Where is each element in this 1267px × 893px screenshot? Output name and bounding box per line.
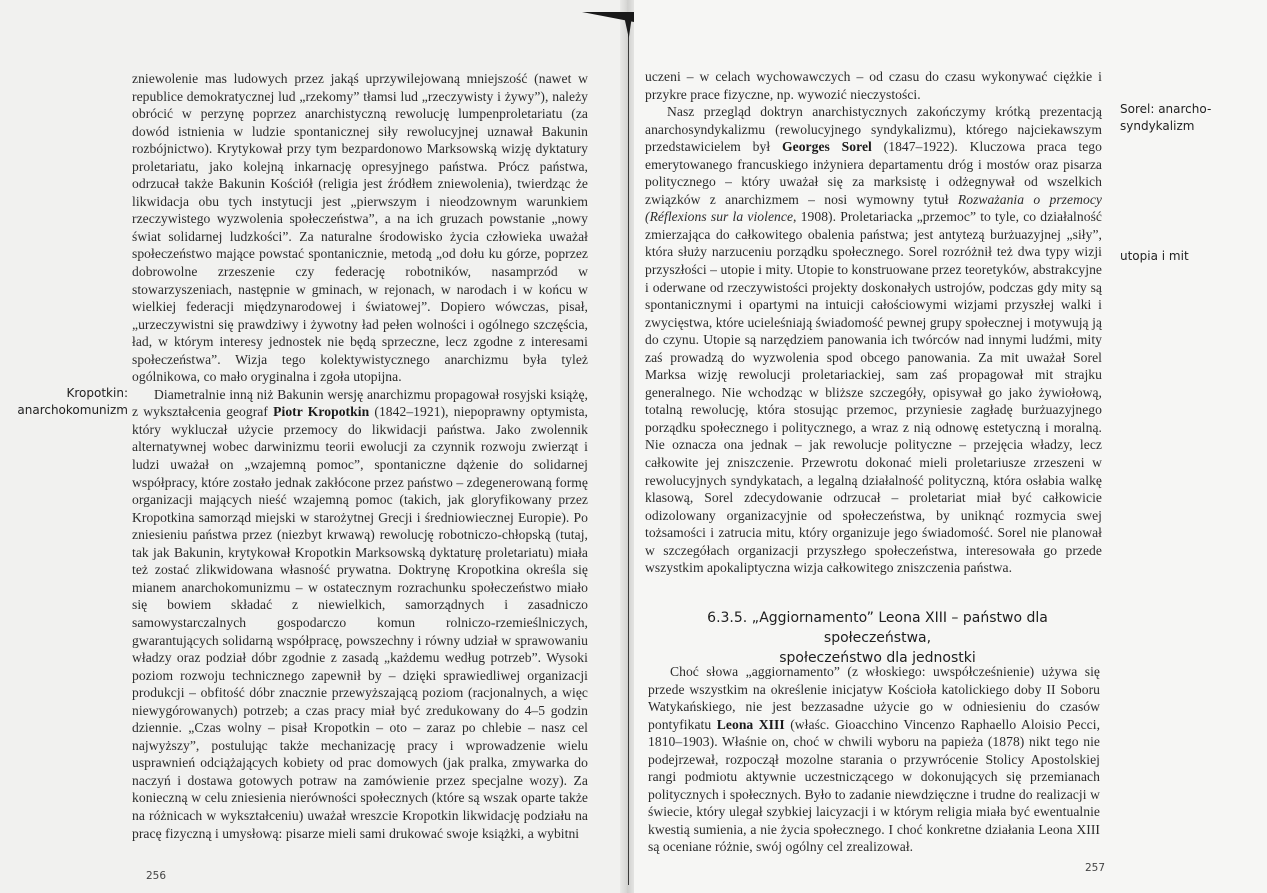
- margin-note-line: Sorel: anarcho-: [1120, 102, 1212, 116]
- text-run: (właśc. Gioacchino Vincenzo Raphaello Aloisio Pecci, 1810–1903). Właśnie on, choć w chwili wyboru na papieża (1878) nikt tego nie podejrzewał, rozpoczął mozolne starania o przywrócenie Stolicy Apostolskiej rangi podmiotu aktywnie uczestniczącego w dokonujących się przemianach politycznych i społecznych. Było to zadanie niewdzięczne i trudne do realizacji w świecie, który ulegał szybkiej laicyzacji i w którym religia miała być ewentualnie kwestią sumienia, a nie życia społecznego. I choć konkretne działania Leona XIII są oceniane różnie, swój ogólny cel zrealizował.: [648, 716, 1101, 855]
- paragraph: [645, 103, 1102, 577]
- margin-note-line: syndykalizm: [1120, 119, 1195, 133]
- page-number: 257: [1085, 862, 1106, 874]
- text-run: Nasz przegląd doktryn anarchistycznych zakończymy krótką prezentacją anarchosyndykalizmu (rewolucyjnego syndykalizmu), którego najciekawszym przedstawicielem był: [645, 104, 1102, 155]
- left-page-body: [132, 70, 588, 842]
- text-run: Diametralnie inną niż Bakunin wersję anarchizmu propagował rosyjski książę, z wykształcenia geograf: [132, 386, 588, 420]
- left-page: [0, 0, 632, 893]
- section-heading-line: 6.3.5. „Aggiornamento” Leona XIII – państwo dla społeczeństwa,: [707, 610, 1048, 646]
- bold-run: Georges Sorel: [781, 139, 872, 155]
- right-page-body: [645, 68, 1102, 577]
- paragraph: [132, 386, 588, 842]
- margin-note-line: utopia i mit: [1120, 249, 1189, 263]
- section-heading: [660, 608, 1095, 668]
- page-number: 256: [146, 870, 167, 882]
- text-run: , 1908). Proletariacka „przemoc” to tyle, co działalność zmierzająca do całkowitego obalenia państwa; jest antytezą burżuazyjnej „siły”, która służy narzuceniu porządku społecznego. Sorel rozróżnił też dwa typy wizji przyszłości – utopie i mity. Utopie to konstruowane przez teoretyków, abstrakcyjne i oderwane od rzeczywistości projekty doskonałych ustrojów, podczas gdy mity są spontanicznymi i opartymi na intuicji całościowymi wizjami przyszłej walki i zwycięstwa, które ucieleśniają świadomość pewnej grupy społecznej i motywują ją do czynu. Utopie są narzędziem panowania ich twórców nad innymi ludźmi, mity zaś prowadzą do wyzwolenia spod obcego panowania. Za mit uważał Sorel Marksa wizję rewolucji proletariackiej, sam zaś propagował mit strajku generalnego. Nie wchodząc w bliższe szczegóły, opisywał go jako żywiołową, totalną rewolucję, która stosując przemoc, przyniesie zagładę burżuazyjnego porządku społecznego i politycznego, a wraz z nią odnowę estetyczną i moralną. Nie oznacza ona jednak – jak rewolucje polityczne – przejęcia władzy, lecz całkowite jej zniszczenie. Przewrotu dokonać mieli proletariusze zrzeszeni w rewolucyjnych syndykatach, a legalną działalność polityczną, która osłabia walkę klasową, Sorel zdecydowanie odrzucał – proletariat miał być całkowicie odizolowany organizacyjnie od społeczeństwa, by uniknąć rozmycia swej tożsamości i zatrucia mitu, który organizuje jego świadomość. Sorel nie planował w szczegółach organizacji przyszłego społeczeństwa, interesowała go przede wszystkim apokaliptyczna wizja całkowitego zniszczenia państwa.: [645, 209, 1102, 576]
- paragraph: [132, 70, 588, 386]
- margin-note-kropotkin: [0, 385, 128, 419]
- margin-note-line: Kropotkin:: [66, 386, 128, 400]
- bold-run: Piotr Kropotkin: [273, 404, 370, 420]
- italic-run: Rozważania o przemocy (Réflexions sur la violence: [645, 191, 1102, 225]
- paragraph: [645, 68, 1102, 103]
- margin-note-sorel: [1120, 101, 1260, 135]
- bold-run: Leona XIII: [716, 716, 785, 732]
- margin-note-line: anarchokomunizm: [17, 403, 128, 417]
- section-body: [648, 663, 1100, 856]
- gutter-line: [628, 30, 629, 885]
- text-run: (1842–1921), niepoprawny optymista, który wykluczał użycie przemocy do likwidacji państwa. Jako zwolennik alternatywnej wobec darwinizmu teorii ewolucji za czynnik rozwoju zwierząt i ludzi uważał on „wzajemną pomoc”, spontaniczne dążenie do solidarnej współpracy, które zostało jednak zakłócone przez państwo – zdegenerowaną formę organizacji mających nieść wzajemną pomoc (takich, jak gloryfikowany przez Kropotkina samorząd miejski w starożytnej Grecji i średniowiecznej Europie). Po zniesieniu państwa przez (niezbyt krwawą) rewolucję robotniczo-chłopską (tutaj, tak jak Bakunin, krytykował Kropotkin Marksowską dyktaturę proletariatu) miała też zostać zlikwidowana własność prywatna. Doktrynę Kropotkina określa się mianem anarchokomunizmu – w ostatecznym rozrachunku społeczeństwo miało się bowiem składać z niewielkich, samorządnych i zasadniczo samowystarczalnych gospodarczo komun rolniczo-rzemieślniczych, gwarantujących solidarną współpracę, powszechny i równy udział w sprawowaniu władzy oraz podział dóbr zgodnie z zasadą „każdemu według potrzeb”. Wysoki poziom rozwoju technicznego zapewnił by – dzięki sprawiedliwej organizacji produkcji – obfitość dóbr znacznie przewyższającą poziom (racjonalnych, a więc niewygórowanych) potrzeb; a czas pracy miał być zredukowany do 4–5 godzin dziennie. „Czas wolny – pisał Kropotkin – oto – zaraz po chlebie – nasz cel najwyższy”, postulując także mechanizację pracy i wprowadzenie wielu usprawnień odciążających kobiety od prac domowych (jak pralka, zmywarka do naczyń i dostawa gotowych potraw na zamówienie przez specjalne wozy). Za konieczną w celu zniesienia nierówności społecznych (które są wszak oparte także na różnicach w wykształceniu) uważał wreszcie Kropotkin likwidację podziału na pracę fizyczną i umysłową: pisarze mieli sami drukować swoje książki, a wybitni: [132, 404, 589, 841]
- section-heading-line: społeczeństwo dla jednostki: [779, 650, 976, 666]
- margin-note-utopia: [1120, 248, 1260, 265]
- book-gutter: [620, 0, 634, 893]
- text-run: zniewolenie mas ludowych przez jakąś uprzywilejowaną mniejszość (nawet w republice demokratycznej lud „rzekomy” tłamsi lud „rzeczywisty i żywy”), należy obrócić w perzynę poprzez anarchistyczną rewolucję lumpenproletariatu (za dowód istnienia w ludzie spontanicznej siły rewolucyjnej uznawał Bakunin rozbójnictwo). Krytykował przy tym bezpardonowo Marksowską wizję dyktatury proletariatu, jako kolejną inkarnację opresyjnego państwa. Prócz państwa, odrzucał także Bakunin Kościół (religia jest źródłem zniewolenia), twierdząc że likwidacja obu tych instytucji jest „pierwszym i nieodzownym warunkiem rzeczywistego wyzwolenia społeczeństwa”, a na ich gruzach powstanie „nowy świat solidarnej ludzkości”. Za naturalne środowisko życia człowieka uważał społeczeństwo mające powstać spontanicznie, metodą „od dołu ku górze, poprzez dobrowolne zrzeszenie czy federację robotników, nasamprzód w stowarzyszeniach, następnie w gminach, w rejonach, w narodach i w końcu w wielkiej federacji międzynarodowej i światowej”. Dopiero wówczas, pisał, „urzeczywistni się prawdziwy i żywotny ład pełen wolności i ogólnego szczęścia, ład, w którym interesy jednostek nie będą sprzeczne, lecz zgodne z interesami społeczeństwa”. Wizja tego kolektywistycznego anarchizmu była tyleż ogólnikowa, co mało oryginalna i zgoła utopijna.: [132, 71, 588, 385]
- text-run: (1847–1922). Kluczowa praca tego emerytowanego francuskiego inżyniera departamentu dróg i mostów oraz pisarza politycznego – który uważał się za marksistę i odżegnywał od wszelkich związków z anarchizmem – nosi wymowny tytuł: [645, 139, 1102, 207]
- text-run: Choć słowa „aggiornamento” (z włoskiego: uwspółcześnienie) używa się przede wszystkim na określenie inicjatyw Kościoła katolickiego doby II Soboru Watykańskiego, nie jest bezzasadne użycie go w odniesieniu do czasów pontyfikatu: [648, 664, 1100, 732]
- text-run: uczeni – w celach wychowawczych – od czasu do czasu wykonywać ciężkie i przykre prace fizyczne, np. wywozić nieczystości.: [645, 69, 1102, 102]
- paragraph: [648, 663, 1100, 856]
